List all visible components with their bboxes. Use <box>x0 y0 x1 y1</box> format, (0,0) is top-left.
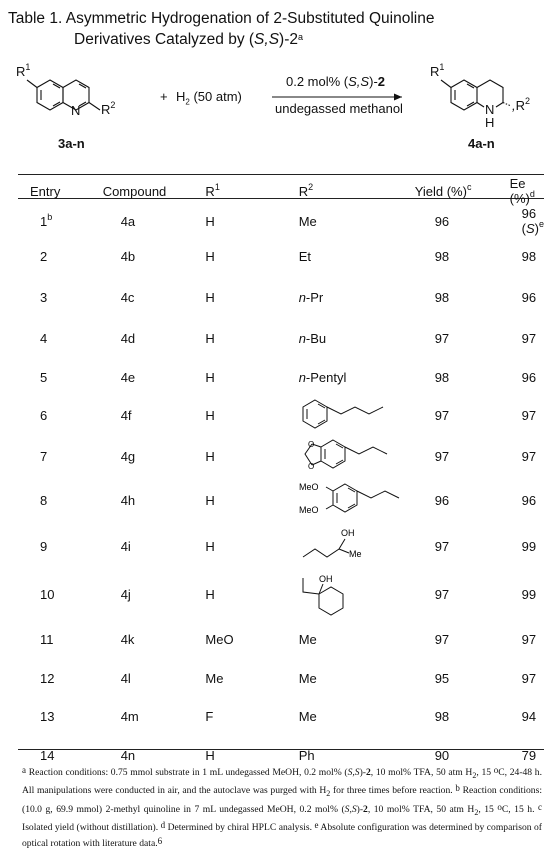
table-row <box>18 659 544 697</box>
cell-compound: 4i <box>120 539 131 554</box>
cell-compound: 4c <box>120 290 135 305</box>
svg-text:MeO: MeO <box>298 482 319 492</box>
header-yield: Yield (%)$^c$ <box>414 181 472 199</box>
cell-entry: 10 <box>40 587 55 602</box>
cell-r2: Me <box>298 213 317 229</box>
cell-r2: n-Bu <box>298 330 327 346</box>
cell-r2: Me <box>298 631 317 647</box>
cell-r1: H <box>205 493 215 508</box>
cell-r1: H <box>205 587 215 602</box>
table-row <box>18 697 544 735</box>
cell-compound: 4n <box>120 747 136 763</box>
solvent-condition: undegassed methanol <box>275 101 403 116</box>
reactant-r1: $R^1$ <box>16 62 31 79</box>
cell-compound: 4d <box>120 330 136 346</box>
table-row <box>18 206 544 236</box>
cell-ee: 96 <box>521 493 537 508</box>
cell-yield: 97 <box>434 631 450 647</box>
caption-line-1: Table 1. Asymmetric Hydrogenation of 2-Substituted Quinoline <box>8 10 435 27</box>
header-r1: $R^1$ <box>205 181 220 199</box>
cell-compound: 4h <box>120 493 136 508</box>
cell-compound: 4j <box>120 587 131 602</box>
cell-r2 <box>299 570 407 619</box>
cell-r1: H <box>205 330 215 346</box>
product-h-atom: H <box>485 115 495 130</box>
cell-entry: 14 <box>40 747 55 763</box>
header-ee: Ee (%)$^d$ <box>509 176 535 206</box>
cell-r1: H <box>205 408 215 423</box>
cell-r1: H <box>205 290 215 305</box>
svg-text:MeO: MeO <box>298 505 319 515</box>
cell-r2: Me <box>298 708 317 724</box>
cell-r2: n-Pentyl <box>298 369 347 385</box>
cell-compound: 4g <box>120 449 136 464</box>
cell-r2 <box>299 523 407 570</box>
table-row <box>18 358 544 396</box>
cell-entry: 5 <box>40 369 48 385</box>
reactant-label: 3a-n <box>58 136 85 151</box>
cell-r1: H <box>205 449 215 464</box>
table-top-rule <box>18 174 544 175</box>
header-r2: $R^2$ <box>298 181 314 199</box>
table-row <box>18 619 544 659</box>
product-label: 4a-n <box>468 136 495 151</box>
cell-yield: 97 <box>434 330 450 346</box>
cell-compound: 4b <box>120 249 136 264</box>
cell-entry: 11 <box>40 631 54 647</box>
cell-r1: F <box>205 708 214 724</box>
table-header-row <box>18 176 544 206</box>
cell-r1: H <box>205 213 215 229</box>
cell-compound: 4f <box>120 408 132 423</box>
table-row <box>18 318 544 358</box>
svg-text:O: O <box>307 462 314 471</box>
header-entry: Entry <box>30 183 61 199</box>
reactant-n-atom: N <box>71 103 81 118</box>
cell-ee: 99 <box>521 587 537 602</box>
svg-text:OH: OH <box>340 528 355 538</box>
cell-entry: 7 <box>40 449 48 464</box>
cell-ee: 99 <box>521 539 537 554</box>
reactant-r2: $R^2$ <box>101 100 116 117</box>
cell-entry: 9 <box>40 539 48 554</box>
table-footnotes: $^a$ Reaction conditions: 0.75 mmol substrate in 1 mL undegassed MeOH, 0.2 mol% (S,S)-2, 10 mol% TFA, 50 atm $H_2$, 15 $^o$C, 24-48 h. All manipulations were conducted in air, and the autoclave was purged with $H_2$ for three times before reaction. $^b$ Reaction conditions: (10.0 g, 69.9 mmol) 2-methyl quinoline in 7 mL undegassed MeOH, 0.2 mol% (S,S)-2, 10 mol% TFA, 50 atm $H_2$, 15 $^o$C, 15 h. $^c$ Isolated yield (without distillation). $^d$ Determined by chiral HPLC analysis. $^e$ Absolute configuration was determined by comparison of optical rotation with literature data.$^6$ <box>22 765 543 849</box>
product-r1: $R^1$ <box>430 62 445 79</box>
cell-ee: 97 <box>521 330 537 346</box>
product-n-atom: N <box>485 102 495 117</box>
cell-yield: 98 <box>434 290 450 305</box>
cell-yield: 98 <box>434 369 450 385</box>
cell-r2: Me <box>298 670 317 686</box>
cell-r2 <box>299 396 407 435</box>
cell-r1: H <box>205 539 215 554</box>
cell-ee: 94 <box>521 708 537 724</box>
table-row <box>18 435 544 478</box>
cell-compound: 4a <box>120 213 136 229</box>
benzodioxole-ethyl-structure <box>299 435 391 478</box>
cell-entry: 3 <box>40 290 48 305</box>
cell-r2 <box>299 435 407 478</box>
reaction-scheme <box>0 58 548 170</box>
cell-entry: 13 <box>40 708 55 724</box>
cell-yield: 97 <box>434 539 450 554</box>
reaction-scheme-drawing <box>0 58 548 170</box>
table-row <box>18 570 544 619</box>
cell-ee: 96 <box>521 290 537 305</box>
cell-yield: 98 <box>434 708 450 724</box>
cell-ee: 97 <box>521 449 537 464</box>
table-row <box>18 523 544 570</box>
caption-line-2: Derivatives Catalyzed by (S,S)-2$^a$ <box>74 31 303 48</box>
svg-text:OH: OH <box>318 574 333 584</box>
cell-yield: 97 <box>434 449 450 464</box>
hydrogen-pressure: $H_2$ (50 atm) <box>176 89 242 107</box>
cell-r2: n-Pr <box>298 290 324 305</box>
cell-yield: 96 <box>434 213 450 229</box>
cell-yield: 95 <box>434 670 450 686</box>
cell-r1: H <box>205 747 215 763</box>
dimethoxyphenyl-ethyl-structure <box>299 478 407 523</box>
header-compound: Compound <box>102 183 167 199</box>
cell-compound: 4e <box>120 369 136 385</box>
cell-r2: Ph <box>298 747 315 763</box>
cell-ee: 96 $(S)^e$ <box>521 206 545 236</box>
cell-entry: 8 <box>40 493 48 508</box>
cell-yield: 98 <box>434 249 450 264</box>
hydroxy-cyclohexyl-structure <box>299 570 379 619</box>
table-row <box>18 478 544 523</box>
table-row <box>18 396 544 435</box>
cell-ee: 97 <box>521 631 537 647</box>
cell-yield: 90 <box>434 747 450 763</box>
catalyst-loading: 0.2 mol% (S,S)-2 <box>286 74 386 89</box>
cell-ee: 96 <box>521 369 537 385</box>
cell-ee: 97 <box>521 670 537 686</box>
cell-r1: H <box>205 249 215 264</box>
cell-compound: 4k <box>120 631 135 647</box>
table-caption <box>8 8 543 50</box>
cell-ee: 97 <box>521 408 537 423</box>
cell-r1: MeO <box>205 631 234 647</box>
cell-entry: 4 <box>40 330 48 346</box>
svg-text:O: O <box>307 440 314 449</box>
cell-r1: H <box>205 369 215 385</box>
results-table <box>18 176 544 775</box>
table-row <box>18 277 544 318</box>
cell-r1: Me <box>205 670 224 686</box>
cell-yield: 97 <box>434 587 450 602</box>
arrow-head <box>394 94 402 101</box>
plus-sign: + <box>160 89 168 104</box>
cell-r2: Et <box>298 249 311 264</box>
cell-ee: 98 <box>521 249 537 264</box>
cell-yield: 96 <box>434 493 450 508</box>
phenylethyl-structure <box>299 396 389 435</box>
cell-entry: 6 <box>40 408 48 423</box>
svg-text:Me: Me <box>348 549 362 559</box>
table-row <box>18 236 544 277</box>
cell-r2 <box>299 478 407 523</box>
cell-entry: 2 <box>40 249 48 264</box>
hydroxy-methyl-butyl-structure <box>299 523 375 570</box>
cell-ee: 79 <box>521 747 537 763</box>
cell-compound: 4l <box>120 670 131 686</box>
cell-entry: 12 <box>40 670 55 686</box>
cell-entry: 1$^b$ <box>40 211 53 229</box>
cell-yield: 97 <box>434 408 450 423</box>
product-r2: $,R^2$ <box>512 96 531 113</box>
cell-compound: 4m <box>120 708 139 724</box>
